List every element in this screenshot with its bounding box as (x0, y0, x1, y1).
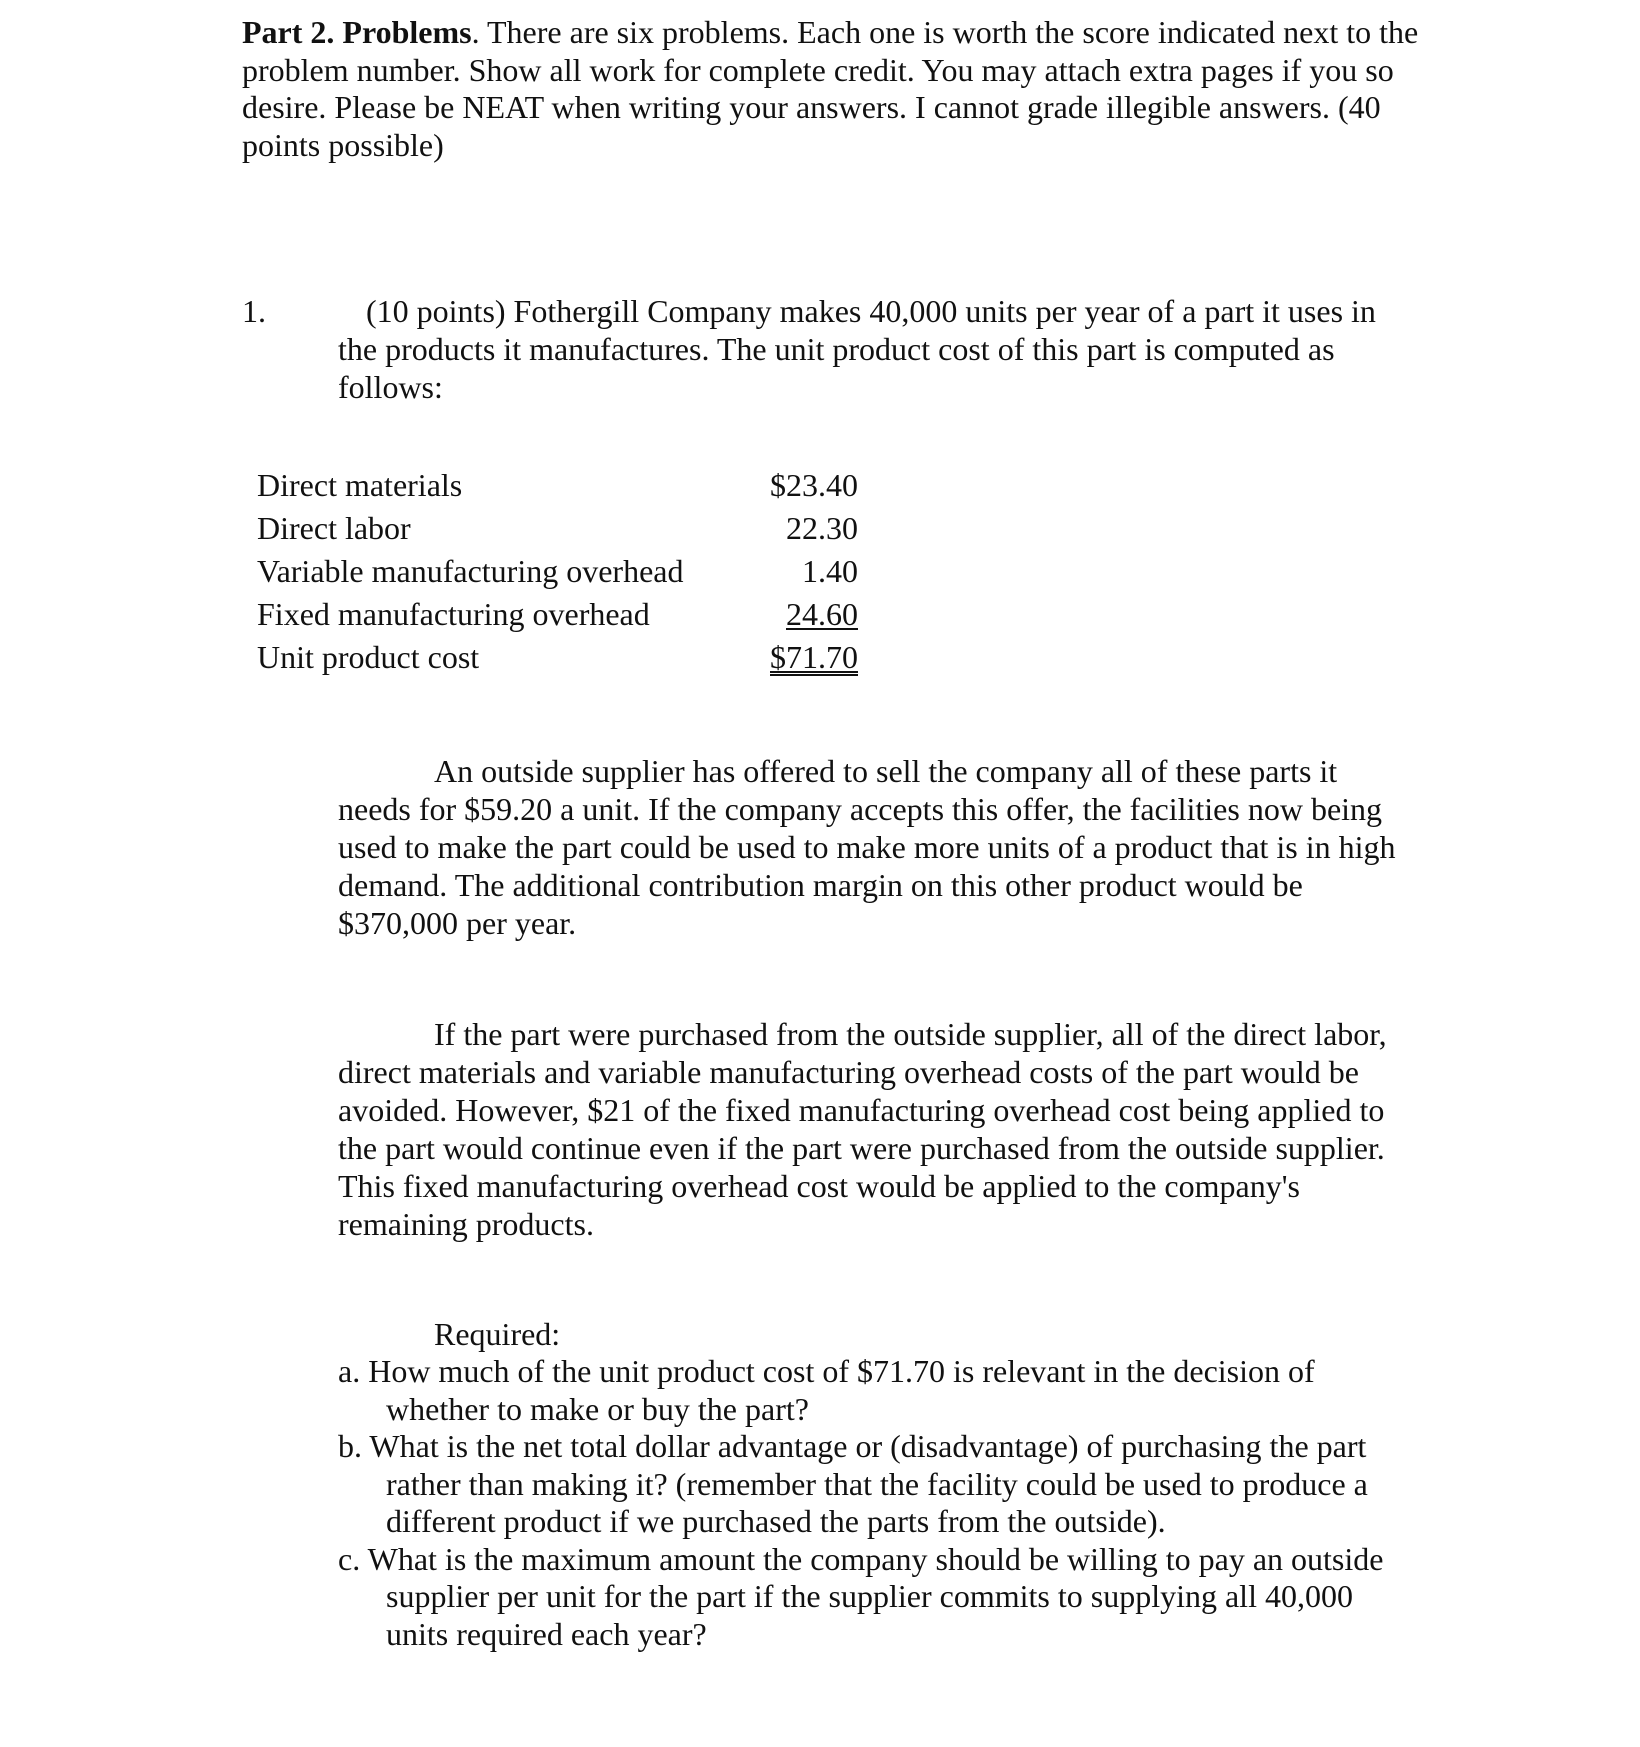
cost-label: Unit product cost (257, 639, 480, 675)
problems-label: Problems (342, 14, 472, 50)
cost-label: Direct labor (257, 510, 411, 546)
problem-statement-text: (10 points) Fothergill Company makes 40,000 units per year of a part it uses in the products it manufactures. The unit product cost of this part is computed as follows: (338, 293, 1376, 405)
cost-value: $23.40 (770, 467, 858, 503)
question-b: b. What is the net total dollar advantage or (disadvantage) of purchasing the part rather than making it? (remember that the facility could be used to produce a different product if we purchased the parts from the outside). (338, 1428, 1368, 1539)
cost-row-fixed-overhead (257, 593, 877, 636)
cost-row-direct-labor (257, 507, 877, 550)
supplier-offer-paragraph: An outside supplier has offered to sell the company all of these parts it needs for $59.20 a unit. If the company accepts this offer, the facilities now being used to make the part could be used to make more units of a product that is in high demand. The additional contribution margin on this other product would be $370,000 per year. (338, 753, 1396, 941)
part-label: Part 2. (242, 14, 335, 50)
instructions-text: . There are six problems. Each one is worth the score indicated next to the problem number. Show all work for complete credit. You may attach extra pages if you so desire. Please be NEAT when writing your answers. I cannot grade illegible answers. (40 points possible) (242, 14, 1419, 163)
problem-statement (338, 292, 1418, 406)
cost-row-direct-materials (257, 464, 877, 507)
question-c: c. What is the maximum amount the company should be willing to pay an outside supplier per unit for the part if the supplier commits to supplying all 40,000 units required each year? (338, 1540, 1384, 1652)
cost-row-variable-overhead (257, 550, 877, 593)
avoidable-costs-paragraph: If the part were purchased from the outside supplier, all of the direct labor, direct materials and variable manufacturing overhead costs of the part would be avoided. However, $21 of the fixed manufacturing overhead cost being applied to the part would continue even if the part were purchased from the outside supplier. This fixed manufacturing overhead cost would be applied to the company's remaining products. (338, 1016, 1387, 1242)
question-a: a. How much of the unit product cost of $71.70 is relevant in the decision of whether to make or buy the part? (338, 1353, 1315, 1427)
problem-number: 1. (242, 293, 266, 329)
cost-value: 24.60 (786, 596, 858, 632)
unit-cost-table (257, 464, 877, 679)
cost-total-value: $71.70 (770, 639, 858, 675)
required-questions (338, 1353, 1418, 1653)
required-heading: Required: (434, 1316, 561, 1352)
cost-label: Fixed manufacturing overhead (257, 596, 650, 632)
cost-row-unit-product-cost (257, 636, 877, 679)
cost-value: 1.40 (802, 553, 858, 589)
cost-value: 22.30 (786, 510, 858, 546)
cost-label: Variable manufacturing overhead (257, 553, 684, 589)
part2-instructions (242, 14, 1442, 164)
cost-label: Direct materials (257, 467, 463, 503)
